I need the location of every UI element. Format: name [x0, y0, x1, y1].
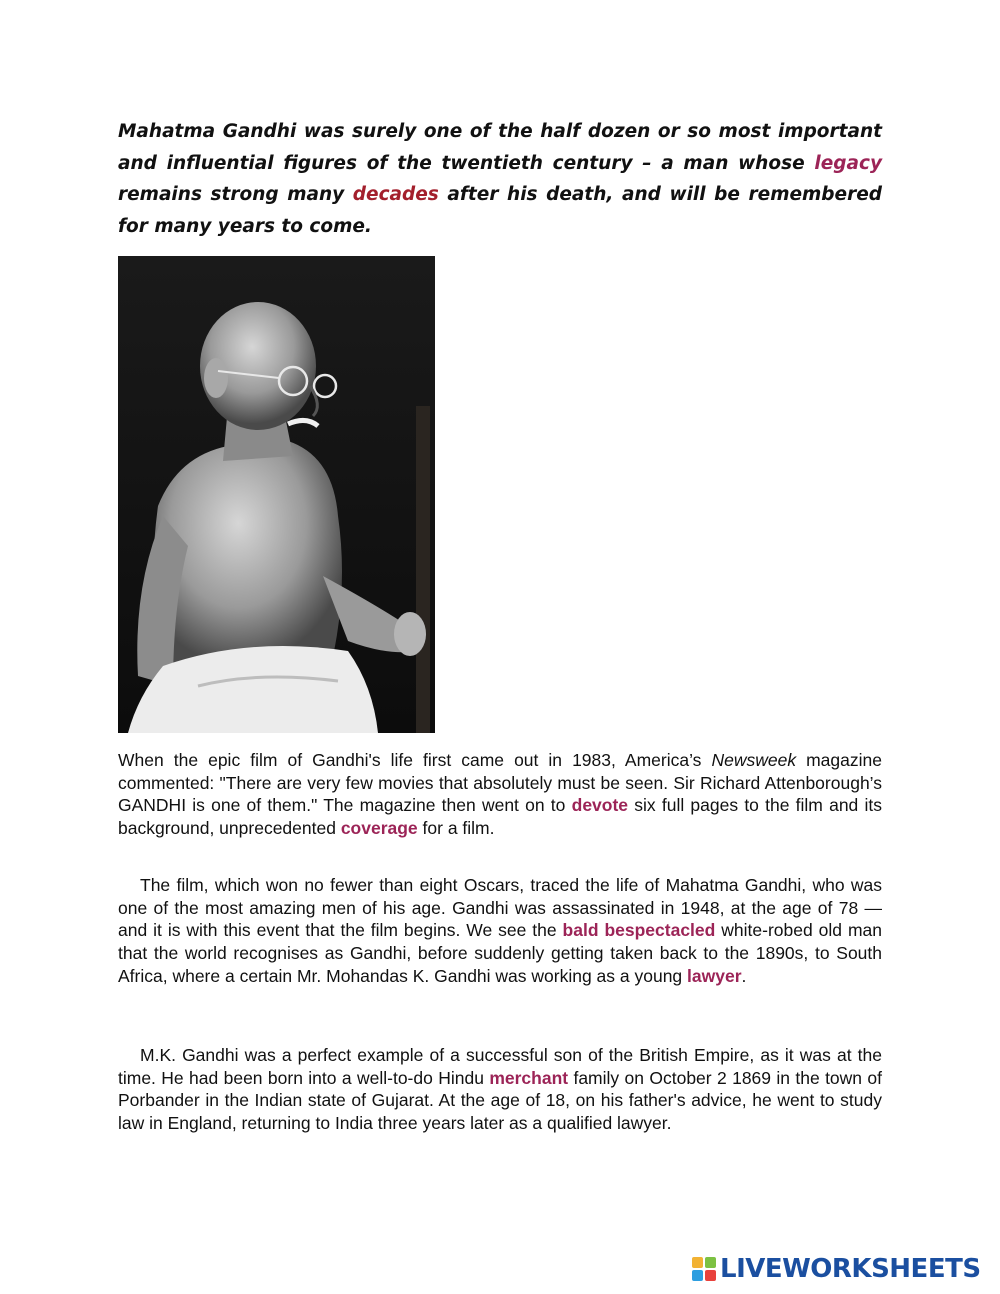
- logo-mark-icon: [692, 1257, 716, 1281]
- vocab-merchant: merchant: [489, 1067, 569, 1088]
- intro-paragraph: [118, 116, 882, 242]
- magazine-name: Newsweek: [711, 750, 797, 770]
- vocab-coverage: coverage: [340, 818, 418, 839]
- gandhi-photo: [118, 256, 435, 733]
- vocab-bald-bespectacled: bald bespectacled: [562, 920, 716, 941]
- paragraph1-text-a: When the epic film of Gandhi's life first came out in 1983, America’s: [118, 750, 712, 770]
- paragraph-early-life: [118, 1044, 882, 1135]
- paragraph2-text-c: .: [741, 965, 747, 986]
- intro-text-3: after his death, and will be remembered for many years to come.: [118, 184, 883, 237]
- paragraph3-text-b: family on October 2 1869 in the town of Porbander in the Indian state of Gujarat. At the age of 18, on his father's advice, he went to study law in England, returning to India three years later as a qualified lawyer.: [118, 1067, 882, 1134]
- logo-text: LIVEWORKSHEETS: [720, 1254, 981, 1284]
- intro-text-2: remains strong many: [118, 184, 353, 205]
- paragraph2-text-b: white-robed old man that the world recognises as Gandhi, before suddenly getting taken back to the 1890s, to South Africa, where a certain Mr. Mohandas K. Gandhi was working as a young: [118, 920, 882, 986]
- vocab-devote: devote: [571, 795, 629, 816]
- liveworksheets-logo: [692, 1254, 981, 1284]
- paragraph-film-story: [118, 874, 882, 988]
- vocab-legacy: legacy: [814, 152, 882, 174]
- paragraph-film-release: [118, 749, 882, 840]
- paragraph1-text-c: six full pages to the film and its background, unprecedented: [118, 795, 883, 839]
- intro-text-1: Mahatma Gandhi was surely one of the half dozen or so most important and influential figures of the twentieth century – a man whose: [118, 121, 882, 174]
- gandhi-portrait-icon: [118, 256, 435, 733]
- vocab-lawyer: lawyer: [687, 965, 742, 986]
- paragraph1-text-b: magazine commented: "There are very few movies that absolutely must be seen. Sir Richard Attenborough’s GANDHI is one of them." The magazine then went on to: [118, 750, 882, 816]
- vocab-decades: decades: [352, 184, 439, 205]
- paragraph2-text-a: The film, which won no fewer than eight Oscars, traced the life of Mahatma Gandhi, who was one of the most amazing men of his age. Gandhi was assassinated in 1948, at the age of 78 — and it is with this event that the film begins. We see the: [118, 875, 882, 941]
- paragraph1-text-d: for a film.: [417, 818, 495, 839]
- paragraph3-text-a: M.K. Gandhi was a perfect example of a successful son of the British Empire, as it was at the time. He had been born into a well-to-do Hindu: [118, 1045, 882, 1088]
